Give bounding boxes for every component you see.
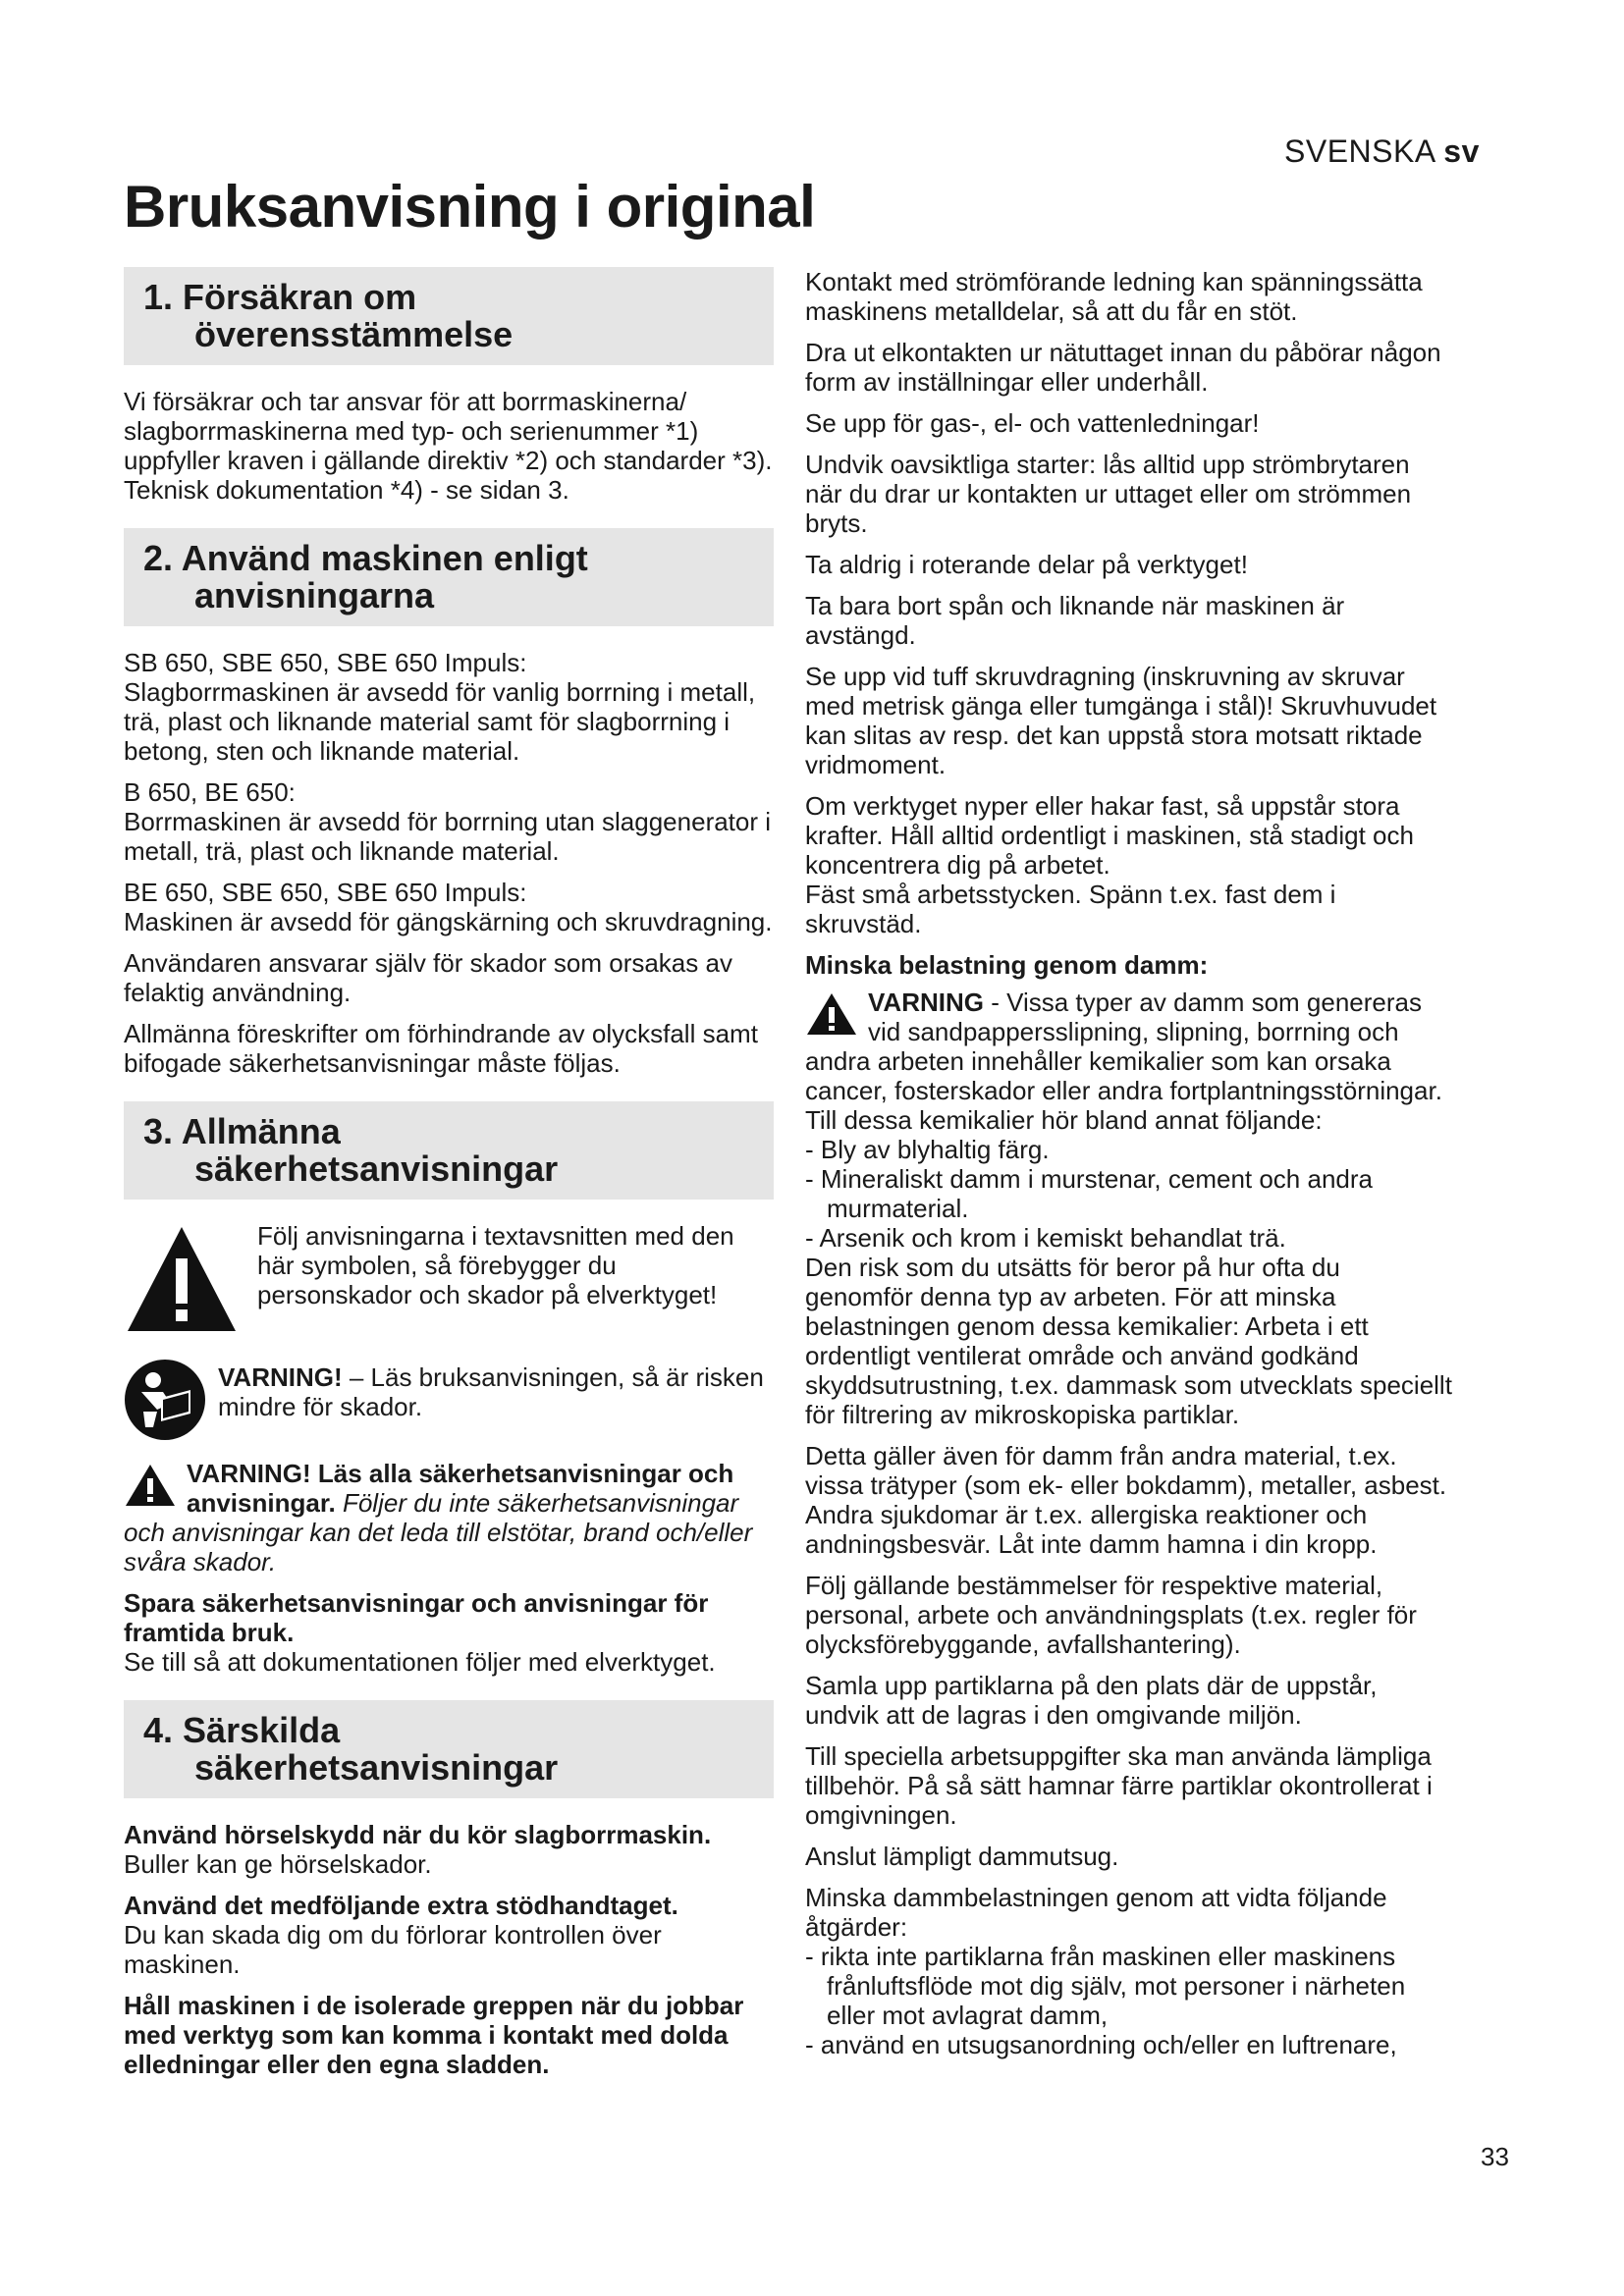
right-para-14: Anslut lämpligt dammutsug. (805, 1842, 1119, 1871)
section-3-heading: 3. Allmänna säkerhetsanvisningar (124, 1101, 774, 1200)
section-2-para-sb: SB 650, SBE 650, SBE 650 Impuls: Slagborrmaskinen är avsedd för vanlig borrning i metall, trä, plast och liknande material samt för slagborrning i betong, sten och liknande material. (124, 648, 756, 766)
dust-risk-text: Den risk som du utsätts för beror på hur ofta du genomför denna typ av arbeten. För att minska belastningen genom dessa kemikalier: Arbeta i ett ordentligt ventilerat område och använd godkänd skyddsutrustning, t.ex. dammask som utvecklats speciellt för filtrering av mikroskopiska partiklar. (805, 1253, 1452, 1429)
dust-warning: VARNING - Vissa typer av damm som genereras vid sandpappersslipning, slipning, borrning och andra arbeten innehåller kemikalier som kan orsaka cancer, fosterskador eller andra fortplantningsstörningar. Till dessa kemikalier hör bland annat följande: (805, 988, 1442, 1135)
right-para-12: Samla upp partiklarna på den plats där de uppstår, undvik att de lagras i den omgivande miljön. (805, 1671, 1378, 1730)
warning-symbol-row (124, 1221, 774, 1335)
section-2-para-b: B 650, BE 650: Borrmaskinen är avsedd för borrning utan slaggenerator i metall, trä, plast och liknande material. (124, 777, 772, 866)
right-para-11: Följ gällande bestämmelser för respektive material, personal, arbete och användningsplats (t.ex. regler för olycksförebyggande, avfallshantering). (805, 1571, 1417, 1659)
dust-heading: Minska belastning genom damm: (805, 950, 1209, 980)
read-manual-text: VARNING! – Läs bruksanvisningen, så är risken mindre för skador. (218, 1362, 764, 1421)
general-warning: VARNING! Läs alla säkerhetsanvisningar och anvisningar. Följer du inte säkerhetsanvisningar och anvisningar kan det leda till elstötar, brand och/eller svåra skador. (124, 1459, 753, 1576)
page-number: 33 (1481, 2142, 1509, 2171)
section-1-body: Vi försäkrar och tar ansvar för att borrmaskinerna/ slagborrmaskinerna med typ- och serienummer *1) uppfyller kraven i gällande direktiv *2) och standarder *3). Teknisk dokumentation *4) - se sidan 3. (124, 387, 773, 505)
right-para-6: Ta bara bort spån och liknande när maskinen är avstängd. (805, 591, 1345, 650)
section-2-heading: 2. Använd maskinen enligt anvisningarna (124, 528, 774, 626)
right-para-1: Kontakt med strömförande ledning kan spänningssätta maskinens metalldelar, så att du får en stöt. (805, 267, 1423, 326)
right-para-15: Minska dammbelastningen genom att vidta följande åtgärder: (805, 1883, 1387, 1942)
list-item: - använd en utsugsanordning och/eller en luftrenare, (805, 2030, 1397, 2059)
language-code: sv (1443, 133, 1480, 169)
warning-small-icon (805, 991, 858, 1037)
section-4-heading: 4. Särskilda säkerhetsanvisningar (124, 1700, 774, 1798)
left-column (124, 267, 774, 2091)
dust-list (805, 1135, 1453, 1253)
section-1-heading: 1. Försäkran om överensstämmelse (124, 267, 774, 365)
right-para-8: Om verktyget nyper eller hakar fast, så uppstår stora krafter. Håll alltid ordentligt i maskinen, stå stadigt och koncentrera dig på arbetet. (805, 791, 1414, 880)
warning-triangle-icon (124, 1221, 240, 1335)
insulated-grips: Håll maskinen i de isolerade greppen när du jobbar med verktyg som kan komma i kontakt med dolda elledningar eller den egna sladden. (124, 1991, 744, 2079)
section-2-para-regulations: Allmänna föreskrifter om förhindrande av olycksfall samt bifogade säkerhetsanvisningar måste följas. (124, 1019, 758, 1078)
page-title: Bruksanvisning i original (124, 174, 816, 240)
warning-symbol-text: Följ anvisningarna i textavsnitten med den här symbolen, så förebygger du personskador och skador på elverktyget! (257, 1221, 734, 1309)
section-2-para-be: BE 650, SBE 650, SBE 650 Impuls: Maskinen är avsedd för gängskärning och skruvdragning. (124, 878, 773, 936)
list-item: - Arsenik och krom i kemiskt behandlat trä. (805, 1223, 1286, 1253)
language-label: SVENSKA sv (1284, 133, 1480, 169)
list-item: - Mineraliskt damm i murstenar, cement och andra murmaterial. (805, 1164, 1373, 1223)
right-para-3: Se upp för gas-, el- och vattenledningar! (805, 408, 1260, 438)
read-manual-row (124, 1353, 774, 1441)
right-para-13: Till speciella arbetsuppgifter ska man använda lämpliga tillbehör. På så sätt hamnar färre partiklar okontrollerat i omgivningen. (805, 1741, 1433, 1830)
auxiliary-handle: Använd det medföljande extra stödhandtaget. Du kan skada dig om du förlorar kontrollen över maskinen. (124, 1891, 678, 1979)
right-para-9: Fäst små arbetsstycken. Spänn t.ex. fast dem i skruvstäd. (805, 880, 1336, 938)
warning-small-icon (124, 1463, 177, 1508)
hearing-protection: Använd hörselskydd när du kör slagborrmaskin. Buller kan ge hörselskador. (124, 1820, 712, 1879)
right-para-7: Se upp vid tuff skruvdragning (inskruvning av skruvar med metrisk gänga eller tumgänga i stål)! Skruvhuvudet kan slitas av resp. det kan uppstå stora motsatt riktade vridmoment. (805, 662, 1437, 779)
list-item: - rikta inte partiklarna från maskinen eller maskinens frånluftsflöde mot dig själv, mot personer i närheten eller mot avlagrat damm, (805, 1942, 1406, 2030)
measures-list (805, 1942, 1453, 2059)
right-para-2: Dra ut elkontakten ur nätuttaget innan du påbörar någon form av inställningar eller underhåll. (805, 338, 1441, 397)
save-instructions: Spara säkerhetsanvisningar och anvisningar för framtida bruk. Se till så att dokumentationen följer med elverktyget. (124, 1588, 716, 1677)
right-column (805, 267, 1453, 2071)
right-para-5: Ta aldrig i roterande delar på verktyget! (805, 550, 1248, 579)
section-2-para-responsibility: Användaren ansvarar själv för skador som orsakas av felaktig användning. (124, 948, 732, 1007)
list-item: - Bly av blyhaltig färg. (805, 1135, 1050, 1164)
right-para-4: Undvik oavsiktliga starter: lås alltid upp strömbrytaren när du drar ur kontakten ur uttaget eller om strömmen bryts. (805, 450, 1412, 538)
right-para-10: Detta gäller även för damm från andra material, t.ex. vissa trätyper (som ek- eller bokdamm), metaller, asbest. Andra sjukdomar är t.ex. allergiska reaktioner och andningsbesvär. Låt inte damm hamna i din kropp. (805, 1441, 1447, 1559)
read-manual-icon (124, 1359, 206, 1441)
